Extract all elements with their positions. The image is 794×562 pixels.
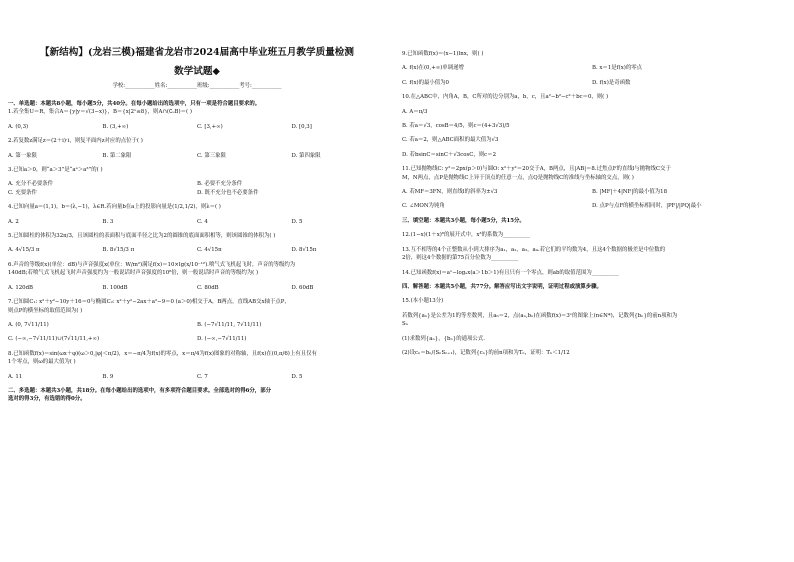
answer-options-row <box>402 64 782 72</box>
answer-options-row <box>8 180 386 188</box>
answer-option: A. 2 <box>8 218 19 225</box>
answer-option: C. 7 <box>197 373 208 380</box>
answer-option: A. f(x)在(0,+∞)单调递增 <box>402 65 464 72</box>
question-text: 6.声音的等级f(x)(单位：dB)与声音强度x(单位：W/m²)满足f(x)＝10×lg(x/10⁻¹²).喷气式飞机起飞时，声音的等级约为 <box>8 261 296 268</box>
answer-option: C. f(x)的最小值为0 <box>402 79 449 86</box>
answer-option: A. (0,3) <box>8 123 29 130</box>
answer-option: D. 第四象限 <box>291 152 321 159</box>
left-question-list <box>8 100 386 404</box>
question-text: C. 若a＝2，则△ABC面积的最大值为√3 <box>402 137 499 144</box>
question-text: 8.已知函数f(x)＝sin(ωx＋φ)(ω＞0,|φ|＜π/2)，x＝−π/4为f(x)的零点，x＝π/4为f(x)图象的对称轴，且f(x)在(0,π/6)上有且仅有 <box>8 350 317 357</box>
question-text: 7.已知圆C₁: x²＋y²−10y＋16＝0与椭圆C₂: x²＋y²−2ax＋a²−9＝0 (a＞0)相交于A，B两点，直线AB交x轴于点P， <box>8 299 290 306</box>
exam-subtitle: 数学试题◆ <box>174 66 220 77</box>
question-text: (1)求数列{aₙ}，{bₙ}的通项公式. <box>402 335 485 342</box>
question-text: 2.若复数z满足z＝(2＋i)·i，则复平面内z对应的点位于( ) <box>8 138 143 145</box>
answer-options-row <box>8 246 386 254</box>
question-text: 15.(本小题13分) <box>402 298 444 305</box>
question-text: 11.已知抛物线C: y²＝2px(p＞0)与圆O: x²＋y²＝20交于A，B两点，且|AB|＝8.过焦点F的直线l与抛物线C交于 <box>402 166 671 173</box>
answer-options-row <box>8 284 386 292</box>
section-heading: 一、单选题：本题共8小题，每小题5分，共40分。在每小题给出的选项中，只有一项是符合题目要求的。 <box>8 101 261 107</box>
question-text: 若数列{aₙ}是公差为1的等差数列，且a₆＝2，点(aₙ,bₙ)在函数f(x)＝3ˣ的图象上(n∈N*)，记数列{bₙ}的前n项和为 <box>402 312 678 319</box>
answer-option: D. 既不充分也不必要条件 <box>197 189 259 196</box>
question-text: 则点P的横坐标的取值范围为( ) <box>8 307 83 314</box>
answer-option: D. f(x)是奇函数 <box>592 79 631 86</box>
answer-option: A. (0, 7√11/11) <box>8 321 49 328</box>
answer-option: D. 8√15π <box>291 247 317 254</box>
question-text: (2)设cₙ＝bₙ/(SₙSₙ₊₁)，记数列{cₙ}的前n项和为Tₙ，证明：Tₙ＜1/12 <box>402 349 570 356</box>
question-text: B. 若a＝√3，cosB＝4/5，则c＝(4+3√3)/5 <box>402 123 510 130</box>
question-text: 12.(1−x)(1＋x)⁶的展开式中，x³的系数为__________ <box>402 232 531 239</box>
section-heading: 二、多选题：本题共3小题，共18分。在每小题给出的选项中，有多项符合题目要求。全部选对的得6分，部分 <box>8 387 271 394</box>
question-text: 10.在△ABC中，内角A，B，C所对的边分别为a，b，c，且a²−b²−c²＋bc＝0，则( ) <box>402 94 609 101</box>
answer-option: B. 8√15/3 π <box>102 247 135 254</box>
answer-option: B. x＝1是f(x)的零点 <box>592 65 643 72</box>
answer-option: D. 5 <box>291 218 303 225</box>
question-text: 4.已知向量a＝(1,1)，b＝(λ,−1)，λ∈R.若向量b在a上的投影向量是(1/2,1/2)，则λ＝( ) <box>8 204 221 211</box>
question-text: Sₙ <box>402 321 409 328</box>
answer-option: B. 3 <box>102 218 114 225</box>
student-info-line: 学校:___________姓名:___________班级:___________考号:___________ <box>112 83 282 89</box>
question-text: 9.已知函数f(x)＝(x−1)lnx，则( ) <box>402 51 484 57</box>
answer-options-row <box>8 123 386 131</box>
answer-option: B. (−7√11/11, 7√11/11) <box>197 321 262 328</box>
answer-option: A. 若MF＝3FN，则直线l的斜率为±√3 <box>402 189 498 196</box>
answer-options-row <box>8 218 386 226</box>
answer-options-row <box>402 79 782 87</box>
answer-options-row <box>402 188 782 196</box>
answer-option: A. 120dB <box>8 284 34 291</box>
answer-option: B. (3,+∞) <box>102 123 129 130</box>
question-text: 1.若全集U＝R，集合A＝{y|y＝√(3−x)}，B＝{x|2ˣ≤8}，则A∩(∁ᵤB)＝( ) <box>8 109 192 116</box>
answer-options-row <box>8 321 386 329</box>
answer-option: D. [0,3] <box>291 123 312 130</box>
question-text: 2倍，则这4个数据的第75百分位数为__________ <box>402 255 519 262</box>
answer-option: C. 充要条件 <box>8 189 37 196</box>
answer-option: C. 4 <box>197 218 208 225</box>
answer-option: D. 5 <box>291 373 303 380</box>
question-text: M，N两点，点P是抛物线C上异于顶点的任意一点，点Q是抛物线C的准线与坐标轴的交点，则( ) <box>402 174 634 181</box>
answer-options-row <box>8 152 386 160</box>
answer-option: B. 9 <box>102 373 114 380</box>
answer-option: C. (−∞,−7√11/11)∪(7√11/11,+∞) <box>8 336 100 343</box>
answer-option: C. [3,+∞) <box>197 123 223 130</box>
answer-option: D. 60dB <box>291 284 314 291</box>
answer-option: A. 第一象限 <box>8 152 37 159</box>
answer-option: C. 80dB <box>197 284 219 291</box>
section-heading: 四、解答题：本题共5小题，共77分。解答应写出文字说明，证明过程或演算步骤。 <box>402 283 602 290</box>
question-text: 3.已知a＞0，则“a＞3”是“aᵃ＞a³”的( ) <box>8 167 103 174</box>
answer-option: C. ∠MON为钝角 <box>402 203 445 210</box>
answer-option: D. (−∞,−7√11/11) <box>197 336 247 343</box>
answer-option: A. 充分不必要条件 <box>8 181 54 188</box>
question-text: 13.互不相等的4个正整数从小到大排序为a₁，a₂，a₃，a₄.若它们的平均数为4，且这4个数据的极差是中位数的 <box>402 246 666 253</box>
question-text: 1个零点，则ω的最大值为( ) <box>8 359 76 366</box>
right-column <box>402 50 782 363</box>
section-heading: 选对的得3分，有选错的得0分。 <box>8 396 86 403</box>
right-question-list <box>402 50 782 363</box>
question-text: D. 若bsinC＝sinC＋√3cosC，则c＝2 <box>402 151 496 158</box>
answer-options-row <box>8 335 386 343</box>
answer-options-row <box>8 189 386 197</box>
question-text: 5.已知圆柱的体积为32π/3，且该圆柱的表面积与底面半径之比为2的圆锥的底面面积相等，则该圆锥的体积为( ) <box>8 233 276 240</box>
question-text: A. A＝π/3 <box>402 108 428 115</box>
answer-option: C. 4√15π <box>197 247 222 254</box>
section-heading: 三、填空题：本题共3小题，每小题5分，共15分。 <box>402 217 525 224</box>
answer-option: B. 第二象限 <box>102 152 132 159</box>
answer-option: A. 11 <box>8 373 23 380</box>
answer-option: B. 100dB <box>102 284 128 291</box>
question-text: 140dB;若喷气式飞机起飞时声音强度约为一般说话时声音强度的10⁸倍，则一般说话时声音的等级约为( ) <box>8 270 259 277</box>
answer-option: C. 第三象限 <box>197 152 226 159</box>
answer-option: D. 点P与点F的横坐标相同时，|PF|/|PQ|最小 <box>592 203 702 210</box>
question-text: 14.已知函数f(x)＝aˣ−logₐx(a＞1b＞1)有且只有一个零点，则ab的取值范围为__________ <box>402 269 619 276</box>
answer-option: B. |MF|＋4|NF|的最小值为18 <box>592 189 668 196</box>
answer-option: A. 4√15/3 π <box>8 247 40 254</box>
answer-options-row <box>8 373 386 381</box>
exam-title: 【新结构】(龙岩三模)福建省龙岩市2024届高中毕业班五月教学质量检测 <box>40 47 354 58</box>
left-column <box>8 0 386 404</box>
answer-options-row <box>402 202 782 210</box>
answer-option: B. 必要不充分条件 <box>197 181 243 188</box>
